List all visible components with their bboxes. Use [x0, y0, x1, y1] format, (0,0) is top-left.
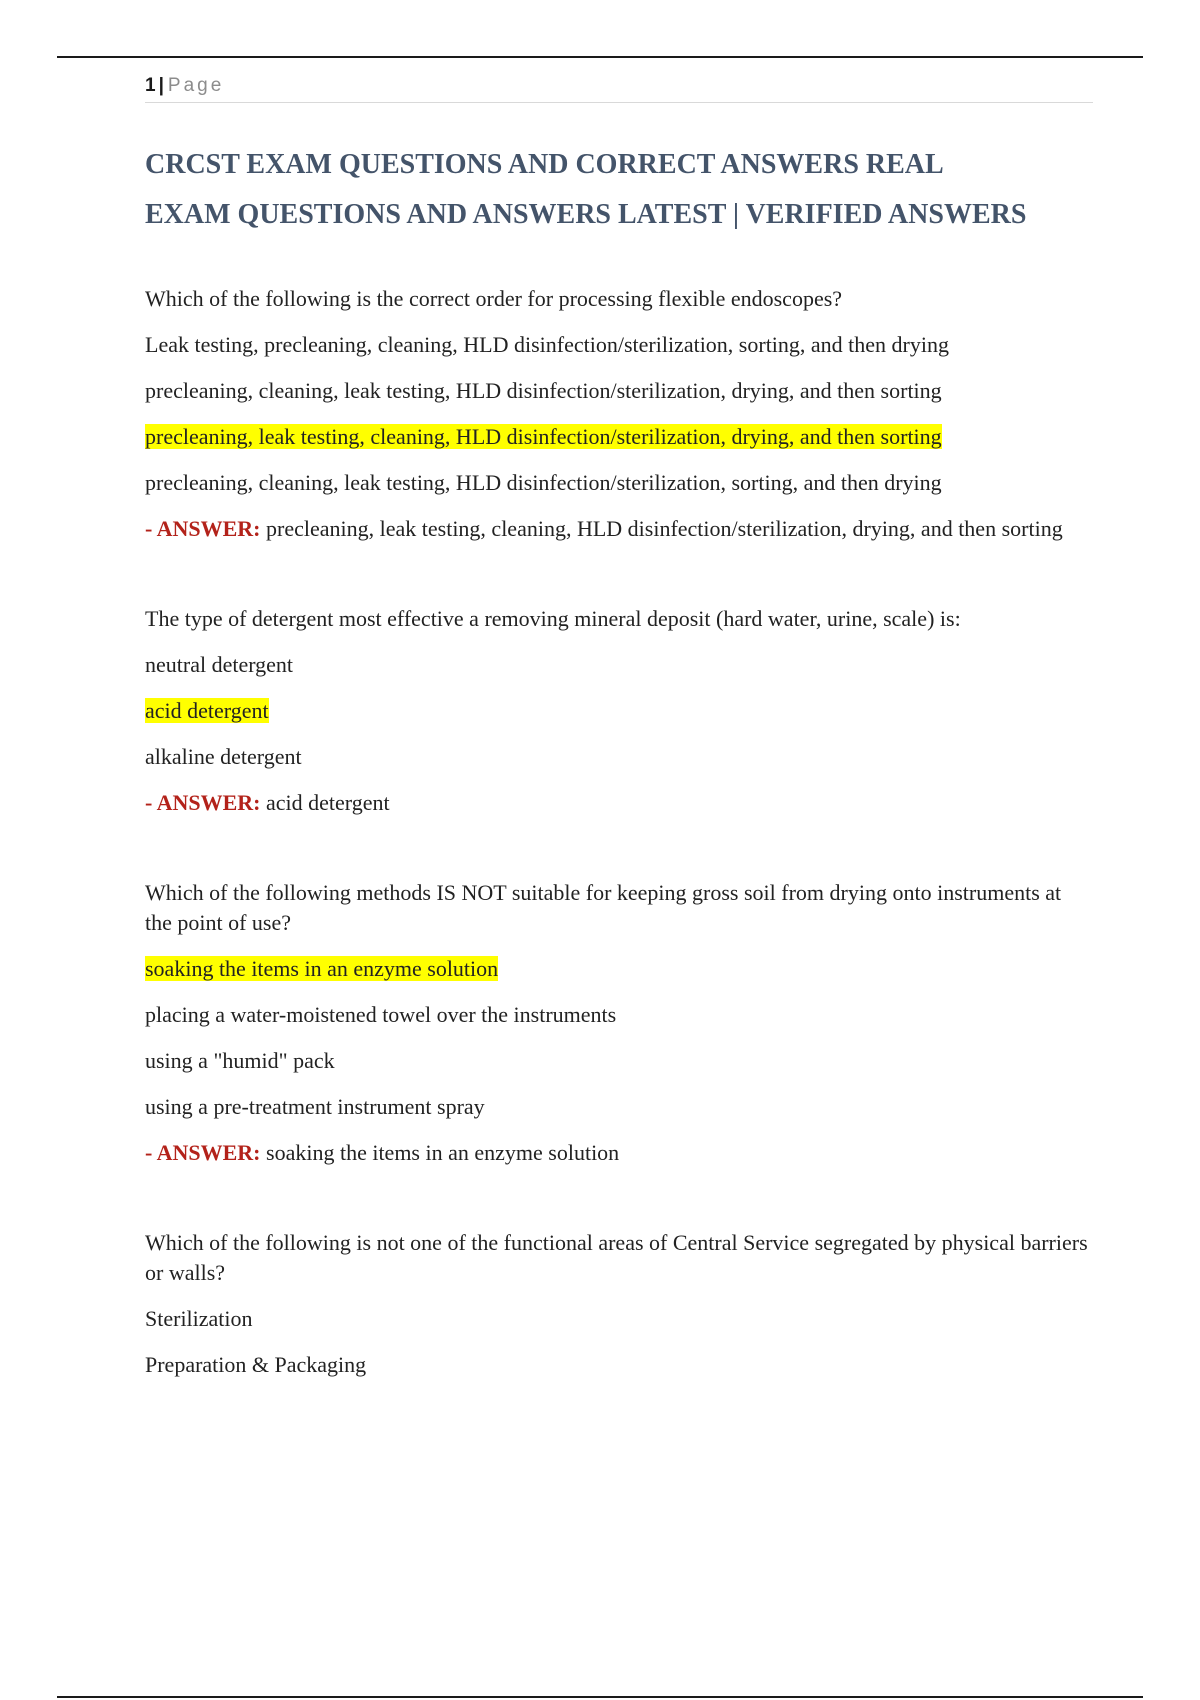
answer-line — [145, 788, 1093, 818]
question-block — [145, 284, 1093, 544]
option-item — [145, 330, 1093, 360]
answer-line — [145, 514, 1093, 544]
answer-label: - ANSWER: — [145, 516, 261, 541]
option-text: alkaline detergent — [145, 744, 302, 769]
option-text: precleaning, cleaning, leak testing, HLD disinfection/sterilization, drying, and then sorting — [145, 378, 942, 403]
option-text: Leak testing, precleaning, cleaning, HLD disinfection/sterilization, sorting, and then drying — [145, 332, 949, 357]
answer-text: soaking the items in an enzyme solution — [266, 1140, 620, 1165]
highlighted-option: precleaning, leak testing, cleaning, HLD disinfection/sterilization, drying, and then sorting — [145, 424, 942, 449]
question-text: The type of detergent most effective a removing mineral deposit (hard water, urine, scale) is: — [145, 606, 961, 631]
bottom-rule — [57, 1696, 1143, 1698]
option-item — [145, 1350, 1093, 1380]
option-item — [145, 696, 1093, 726]
highlighted-option: soaking the items in an enzyme solution — [145, 956, 499, 981]
option-item — [145, 376, 1093, 406]
option-text: using a "humid" pack — [145, 1048, 335, 1073]
page-header — [145, 74, 1093, 103]
title-line-1: CRCST EXAM QUESTIONS AND CORRECT ANSWERS REAL — [145, 149, 944, 180]
document-body — [145, 140, 1093, 1396]
option-item — [145, 1092, 1093, 1122]
page-separator: | — [158, 75, 164, 96]
top-rule — [57, 56, 1143, 58]
option-item — [145, 742, 1093, 772]
answer-text: acid detergent — [266, 790, 390, 815]
question-text: Which of the following is the correct order for processing flexible endoscopes? — [145, 286, 843, 311]
question-text: Which of the following is not one of the functional areas of Central Service segregated by physical barriers or walls? — [145, 1230, 1088, 1285]
question-block — [145, 604, 1093, 818]
option-item — [145, 1304, 1093, 1334]
option-text: Sterilization — [145, 1306, 253, 1331]
page-word: Page — [167, 75, 225, 96]
option-item — [145, 1046, 1093, 1076]
title-line-2: EXAM QUESTIONS AND ANSWERS LATEST | VERIFIED ANSWERS — [145, 199, 1027, 230]
question-text: Which of the following methods IS NOT suitable for keeping gross soil from drying onto instruments at the point of use? — [145, 880, 1062, 935]
answer-text: precleaning, leak testing, cleaning, HLD disinfection/sterilization, drying, and then sorting — [266, 516, 1063, 541]
option-text: placing a water-moistened towel over the instruments — [145, 1002, 617, 1027]
option-item — [145, 422, 1093, 452]
highlighted-option: acid detergent — [145, 698, 269, 723]
answer-label: - ANSWER: — [145, 1140, 261, 1165]
option-text: using a pre-treatment instrument spray — [145, 1094, 485, 1119]
option-text: Preparation & Packaging — [145, 1352, 367, 1377]
answer-line — [145, 1138, 1093, 1168]
option-text: precleaning, cleaning, leak testing, HLD disinfection/sterilization, sorting, and then drying — [145, 470, 942, 495]
option-item — [145, 1000, 1093, 1030]
option-item — [145, 954, 1093, 984]
option-item — [145, 468, 1093, 498]
option-item — [145, 650, 1093, 680]
question-block — [145, 878, 1093, 1168]
document-title — [145, 140, 1093, 240]
answer-label: - ANSWER: — [145, 790, 261, 815]
option-text: neutral detergent — [145, 652, 294, 677]
question-block — [145, 1228, 1093, 1380]
page-number: 1 — [145, 75, 156, 96]
